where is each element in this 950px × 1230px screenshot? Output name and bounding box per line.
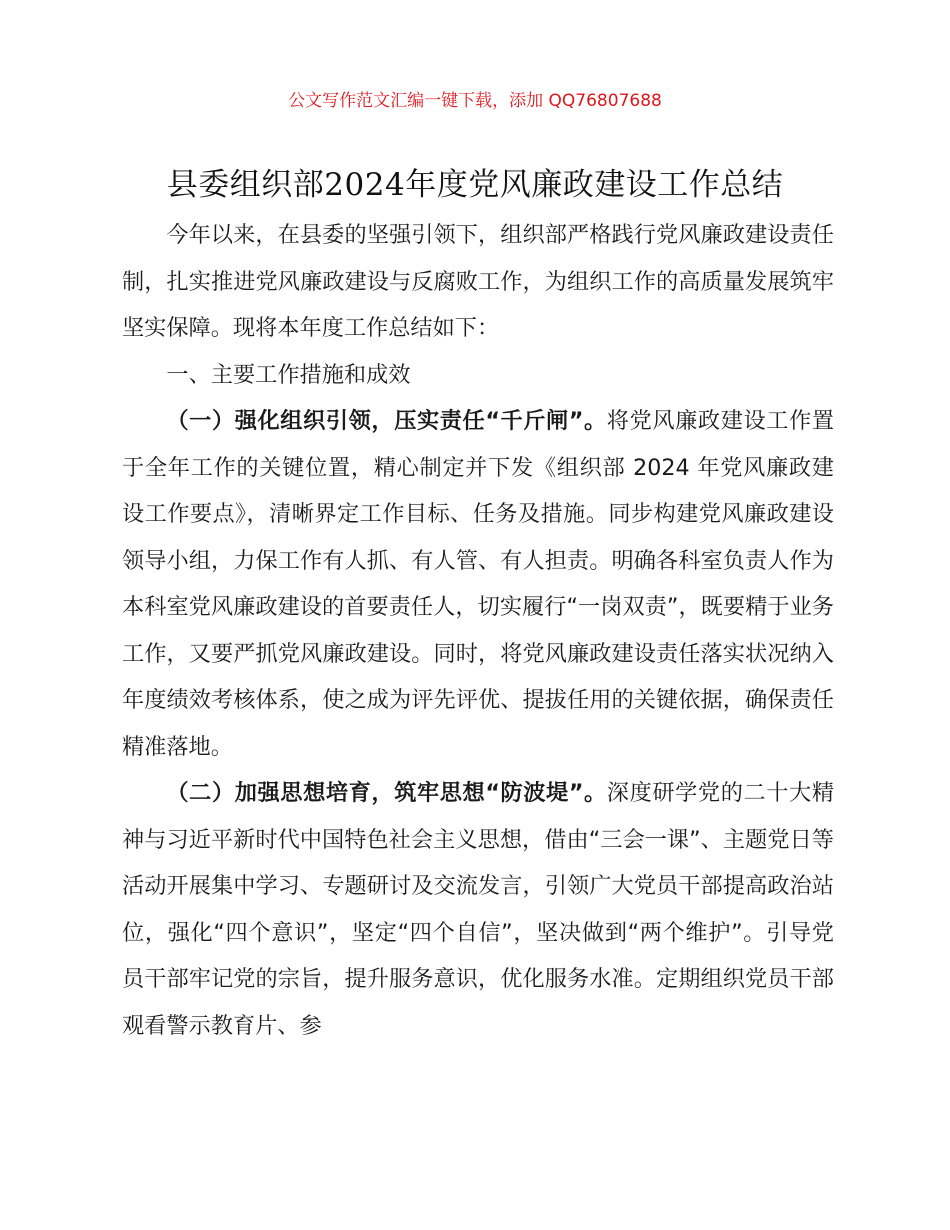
document-title: 县委组织部2024年度党风廉政建设工作总结 [166,167,784,203]
document-body [122,212,834,1049]
item-title-1: （一）强化组织引领，压实责任“千斤闸”。 [166,408,607,434]
item-text-2: 深度研学党的二十大精神与习近平新时代中国特色社会主义思想，借由“三会一课”、主题党日等活动开展集中学习、专题研讨及交流发言，引领广大党员干部提高政治站位，强化“四个意识”，坚定“四个自信”，坚决做到“两个维护”。引导党员干部牢记党的宗旨，提升服务意识，优化服务水准。定期组织党员干部观看警示教育片、参 [122,780,835,1039]
item-text-1: 将党风廉政建设工作置于全年工作的关键位置，精心制定并下发《组织部 2024 年党风廉政建设工作要点》，清晰界定工作目标、任务及措施。同步构建党风廉政建设领导小组，力保工作有人抓、有人管、有人担责。明确各科室负责人作为本科室党风廉政建设的首要责任人，切实履行“一岗双责”，既要精于业务工作，又要严抓党风廉政建设。同时，将党风廉政建设责任落实状况纳入年度绩效考核体系，使之成为评先评优、提拔任用的关键依据，确保责任精准落地。 [122,408,835,760]
download-promo-note: 公文写作范文汇编一键下载，添加 QQ76807688 [288,91,662,111]
intro-paragraph: 今年以来，在县委的坚强引领下，组织部严格践行党风廉政建设责任制，扎实推进党风廉政建设与反腐败工作，为组织工作的高质量发展筑牢坚实保障。现将本年度工作总结如下： [122,222,834,341]
item-title-2: （二）加强思想培育，筑牢思想“防波堤”。 [166,780,607,806]
item-paragraph-2 [122,770,834,1049]
item-paragraph-1 [122,398,834,770]
section-heading: 一、主要工作措施和成效 [166,361,411,388]
